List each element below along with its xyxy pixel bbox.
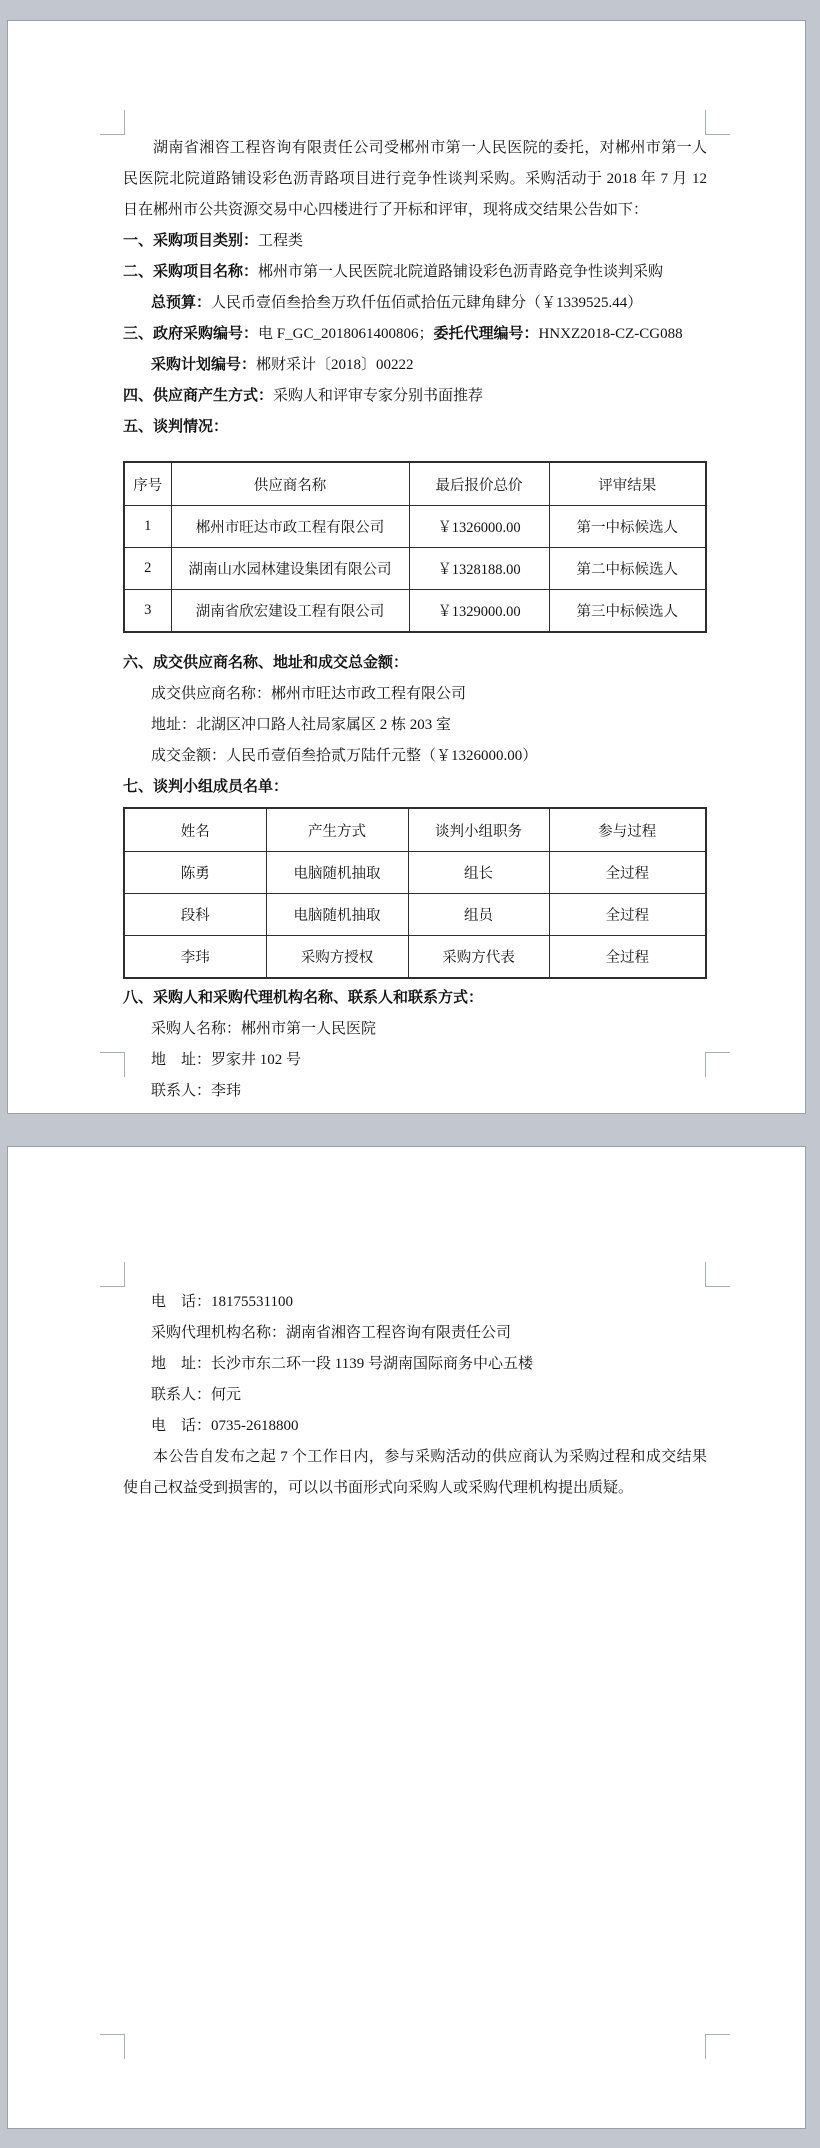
column-header: 参与过程 (549, 808, 706, 852)
row-number-cell: 2 (124, 548, 171, 590)
gov-number-value: 电 F_GC_2018061400806； (258, 326, 434, 342)
budget-value: 人民币壹佰叁拾叁万玖仟伍佰贰拾伍元肆角肆分（￥1339525.44） (211, 295, 643, 311)
supplier-name-cell: 郴州市旺达市政工程有限公司 (171, 506, 409, 548)
table-row (124, 548, 706, 590)
section-6-heading (123, 648, 707, 679)
winner-name-line: 成交供应商名称：郴州市旺达市政工程有限公司 (151, 686, 467, 702)
participation-cell: 全过程 (549, 894, 706, 936)
section-8-heading (123, 983, 707, 1014)
section-4-supplier-method (123, 381, 707, 412)
review-result-cell: 第二中标候选人 (549, 548, 706, 590)
page-1-content (123, 133, 707, 1107)
agency-phone-line: 电 话：0735-2618800 (151, 1418, 299, 1434)
final-price-cell: ￥1329000.00 (409, 590, 549, 633)
column-header: 序号 (124, 462, 171, 506)
selection-method-cell: 电脑随机抽取 (266, 852, 408, 894)
purchaser-phone-line: 电 话：18175531100 (151, 1294, 293, 1310)
document-page-1 (7, 20, 806, 1114)
agency-contact-line: 联系人：何元 (151, 1387, 242, 1403)
page-2-content (123, 1287, 707, 1504)
winner-address-line: 地址：北湖区冲口路人社局家属区 2 栋 203 室 (151, 717, 452, 733)
final-price-cell: ￥1326000.00 (409, 506, 549, 548)
participation-cell: 全过程 (549, 936, 706, 979)
negotiation-group-table (123, 807, 707, 979)
column-header: 姓名 (124, 808, 266, 852)
agency-address-line: 地 址：长沙市东二环一段 1139 号湖南国际商务中心五楼 (151, 1356, 533, 1372)
member-name-cell: 陈勇 (124, 852, 266, 894)
section-2-value: 郴州市第一人民医院北院道路铺设彩色沥青路竞争性谈判采购 (258, 264, 664, 280)
section-8-label: 八、采购人和采购代理机构名称、联系人和联系方式： (123, 990, 484, 1006)
section-4-label: 四、供应商产生方式： (123, 388, 274, 404)
plan-number-line (123, 350, 707, 381)
participation-cell: 全过程 (549, 852, 706, 894)
section-4-value: 采购人和评审专家分别书面推荐 (273, 388, 484, 404)
plan-number-value: 郴财采计〔2018〕00222 (256, 357, 414, 373)
section-5-label: 五、谈判情况： (123, 419, 229, 435)
section-2-project-name (123, 257, 707, 288)
text-boundary-mark (100, 1262, 125, 1287)
column-header: 最后报价总价 (409, 462, 549, 506)
purchaser-contact-line: 联系人：李玮 (151, 1083, 242, 1099)
purchaser-name-line: 采购人名称：郴州市第一人民医院 (151, 1021, 377, 1037)
column-header: 谈判小组职务 (408, 808, 549, 852)
budget-line (123, 288, 707, 319)
table-row (124, 894, 706, 936)
group-role-cell: 采购方代表 (408, 936, 549, 979)
section-7-label: 七、谈判小组成员名单： (123, 779, 289, 795)
section-1-category (123, 226, 707, 257)
row-number-cell: 3 (124, 590, 171, 633)
text-boundary-mark (100, 110, 125, 135)
member-name-cell: 李玮 (124, 936, 266, 979)
review-result-cell: 第三中标候选人 (549, 590, 706, 633)
review-result-cell: 第一中标候选人 (549, 506, 706, 548)
table-header-row (124, 462, 706, 506)
agency-name-line: 采购代理机构名称：湖南省湘咨工程咨询有限责任公司 (151, 1325, 512, 1341)
selection-method-cell: 电脑随机抽取 (266, 894, 408, 936)
text-boundary-mark (705, 110, 730, 135)
section-2-label: 二、采购项目名称： (123, 264, 259, 280)
document-page-2 (7, 1146, 806, 2129)
negotiation-results-table (123, 461, 707, 633)
table-header-row (124, 808, 706, 852)
budget-label: 总预算： (151, 295, 212, 311)
table-row (124, 506, 706, 548)
table-row (124, 590, 706, 633)
column-header: 产生方式 (266, 808, 408, 852)
text-boundary-mark (705, 1262, 730, 1287)
member-name-cell: 段科 (124, 894, 266, 936)
supplier-name-cell: 湖南省欣宏建设工程有限公司 (171, 590, 409, 633)
section-1-value: 工程类 (258, 233, 304, 249)
selection-method-cell: 采购方授权 (266, 936, 408, 979)
column-header: 评审结果 (549, 462, 706, 506)
winner-amount-line: 成交金额：人民币壹佰叁拾贰万陆仟元整（￥1326000.00） (151, 748, 538, 764)
intro-paragraph: 湖南省湘咨工程咨询有限责任公司受郴州市第一人民医院的委托，对郴州市第一人民医院北院道路铺设彩色沥青路项目进行竞争性谈判采购。采购活动于 2018 年 7 月 12 日在郴州市公共资源交易中心四楼进行了开标和评审，现将成交结果公告如下： (123, 140, 707, 218)
section-6-label: 六、成交供应商名称、地址和成交总金额： (123, 655, 409, 671)
gov-number-label: 三、政府采购编号： (123, 326, 259, 342)
group-role-cell: 组长 (408, 852, 549, 894)
section-5-negotiation-heading (123, 412, 707, 443)
purchaser-address-line: 地 址：罗家井 102 号 (151, 1052, 302, 1068)
section-7-heading (123, 772, 707, 803)
group-role-cell: 组员 (408, 894, 549, 936)
final-price-cell: ￥1328188.00 (409, 548, 549, 590)
text-boundary-mark (100, 2034, 125, 2059)
row-number-cell: 1 (124, 506, 171, 548)
agency-number-label: 委托代理编号： (433, 326, 539, 342)
closing-paragraph: 本公告自发布之起 7 个工作日内，参与采购活动的供应商认为采购过程和成交结果使自己权益受到损害的，可以以书面形式向采购人或采购代理机构提出质疑。 (123, 1449, 707, 1496)
text-boundary-mark (100, 1052, 125, 1077)
table-row (124, 852, 706, 894)
text-boundary-mark (705, 2034, 730, 2059)
section-1-label: 一、采购项目类别： (123, 233, 259, 249)
text-boundary-mark (705, 1052, 730, 1077)
table-row (124, 936, 706, 979)
supplier-name-cell: 湖南山水园林建设集团有限公司 (171, 548, 409, 590)
agency-number-value: HNXZ2018-CZ-CG088 (538, 326, 683, 342)
column-header: 供应商名称 (171, 462, 409, 506)
plan-number-label: 采购计划编号： (151, 357, 257, 373)
section-3-procurement-number (123, 319, 707, 350)
